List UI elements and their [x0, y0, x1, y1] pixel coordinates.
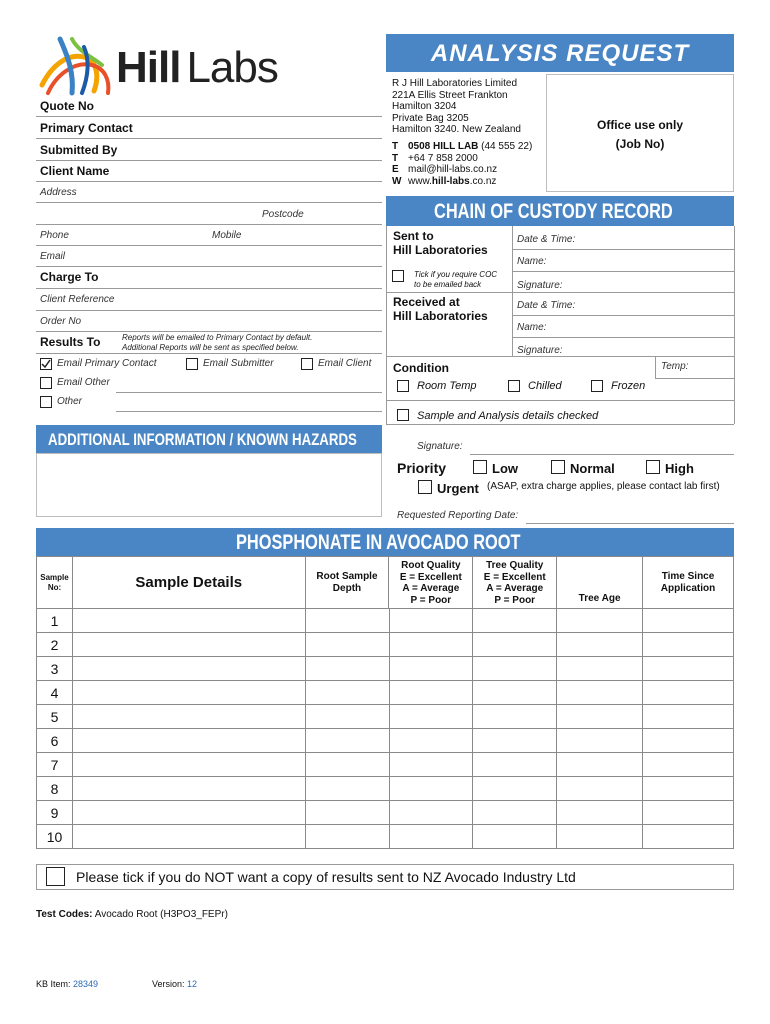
sample-checked-label: Sample and Analysis details checked: [417, 410, 599, 422]
sample-number: 8: [37, 777, 73, 801]
lab-address: [392, 78, 521, 136]
test-codes: [36, 909, 228, 920]
sample-cell-input[interactable]: [473, 681, 557, 705]
sample-cell-input[interactable]: [473, 633, 557, 657]
requested-date-label: Requested Reporting Date:: [397, 510, 519, 521]
date-time-label-2: Date & Time:: [517, 300, 576, 311]
primary-contact-label: Primary Contact: [40, 121, 133, 135]
mobile-label: Mobile: [212, 230, 242, 241]
other-checkbox[interactable]: [40, 396, 52, 408]
sample-cell-input[interactable]: [473, 825, 557, 849]
sample-cell-input[interactable]: [305, 825, 389, 849]
col-sample-no: Sample No:: [37, 557, 73, 609]
priority-low-label: Low: [492, 461, 518, 476]
priority-high-checkbox[interactable]: [646, 460, 660, 474]
frozen-label: Frozen: [611, 380, 646, 392]
sample-cell-input[interactable]: [389, 705, 473, 729]
sample-cell-input[interactable]: [72, 729, 305, 753]
submitted-by-label: Submitted By: [40, 143, 118, 157]
sample-cell-input[interactable]: [305, 681, 389, 705]
analysis-request-banner: [386, 34, 734, 72]
sample-number: 6: [37, 729, 73, 753]
sample-cell-input[interactable]: [473, 609, 557, 633]
priority-normal-checkbox[interactable]: [551, 460, 565, 474]
sample-cell-input[interactable]: [643, 801, 734, 825]
table-row: [37, 633, 734, 657]
sample-cell-input[interactable]: [557, 729, 643, 753]
table-row: [37, 753, 734, 777]
office-use-label: Office use only: [596, 118, 684, 132]
client-name-label: Client Name: [40, 164, 110, 178]
version: [152, 979, 197, 989]
table-row: [37, 825, 734, 849]
address-line: 221A Ellis Street Frankton: [392, 89, 508, 101]
sample-cell-input[interactable]: [389, 729, 473, 753]
coc-note-line: to be emailed back: [414, 279, 482, 289]
sample-cell-input[interactable]: [643, 729, 734, 753]
sample-cell-input[interactable]: [305, 753, 389, 777]
sample-cell-input[interactable]: [643, 657, 734, 681]
sample-cell-input[interactable]: [473, 753, 557, 777]
sample-cell-input[interactable]: [72, 777, 305, 801]
job-no-label: (Job No): [615, 137, 665, 151]
sample-cell-input[interactable]: [557, 705, 643, 729]
email-client-checkbox[interactable]: [301, 358, 313, 370]
hill-labs-logo: [38, 35, 308, 97]
sent-to-label: [393, 229, 488, 257]
sample-cell-input[interactable]: [389, 657, 473, 681]
sample-rows: [36, 608, 734, 849]
sample-cell-input[interactable]: [305, 633, 389, 657]
priority-high-label: High: [665, 461, 694, 476]
table-row: [37, 681, 734, 705]
coc-note: [414, 270, 497, 289]
col-time-since: Time Since Application: [643, 557, 734, 609]
email-other-checkbox[interactable]: [40, 377, 52, 389]
signature-label-3: Signature:: [417, 441, 463, 452]
sample-cell-input[interactable]: [643, 777, 734, 801]
sample-number: 3: [37, 657, 73, 681]
address-line: Private Bag 3205: [392, 112, 469, 124]
sample-cell-input[interactable]: [473, 729, 557, 753]
email-submitter-checkbox[interactable]: [186, 358, 198, 370]
sample-cell-input[interactable]: [473, 657, 557, 681]
sample-cell-input[interactable]: [72, 609, 305, 633]
sample-cell-input[interactable]: [643, 825, 734, 849]
col-tree-age: Tree Age: [557, 557, 643, 609]
kb-item-label: KB Item:: [36, 979, 74, 989]
date-time-label: Date & Time:: [517, 234, 576, 245]
email-other-label: Email Other: [57, 377, 110, 388]
table-row: [37, 657, 734, 681]
sample-cell-input[interactable]: [557, 825, 643, 849]
email-prefix: E: [392, 164, 399, 176]
sample-cell-input[interactable]: [643, 633, 734, 657]
table-row: [37, 729, 734, 753]
priority-normal-label: Normal: [570, 461, 615, 476]
postcode-label: Postcode: [262, 209, 304, 220]
sample-number: 4: [37, 681, 73, 705]
sample-cell-input[interactable]: [557, 609, 643, 633]
signature-label: Signature:: [517, 280, 563, 291]
sample-cell-input[interactable]: [473, 705, 557, 729]
table-row: [37, 777, 734, 801]
sample-cell-input[interactable]: [643, 753, 734, 777]
sample-cell-input[interactable]: [72, 705, 305, 729]
received-label: [393, 295, 488, 323]
coc-note-line: Tick if you require COC: [414, 270, 498, 279]
lab-email: mail@hill-labs.co.nz: [408, 164, 498, 176]
sample-cell-input[interactable]: [305, 777, 389, 801]
temp-label: Temp:: [661, 361, 689, 372]
results-note-line: Reports will be emailed to Primary Contact by default.: [122, 333, 313, 342]
table-row: [37, 705, 734, 729]
kb-item-link[interactable]: 28349: [73, 979, 99, 989]
table-header-row: [37, 557, 734, 609]
email-primary-label: Email Primary Contact: [57, 358, 157, 369]
sample-cell-input[interactable]: [305, 657, 389, 681]
received-line: Received at: [393, 295, 460, 309]
web-post: .co.nz: [469, 175, 497, 187]
condition-label: Condition: [393, 361, 449, 375]
hazards-title: ADDITIONAL INFORMATION / KNOWN HAZARDS: [48, 430, 357, 449]
sample-cell-input[interactable]: [305, 705, 389, 729]
address-line: Hamilton 3204: [392, 101, 457, 113]
email-label: Email: [40, 251, 66, 262]
sample-cell-input[interactable]: [72, 681, 305, 705]
lab-contact: [392, 141, 532, 187]
samples-banner: [36, 528, 734, 556]
logo-swirl-icon: [38, 35, 122, 97]
coc-checkbox[interactable]: [392, 270, 404, 282]
sample-cell-input[interactable]: [557, 657, 643, 681]
web-bold: hill-labs: [431, 175, 470, 187]
checkmark-icon: [40, 358, 52, 370]
urgent-note: (ASAP, extra charge applies, please contact lab first): [487, 481, 720, 492]
web-prefix: W: [392, 175, 402, 187]
sample-cell-input[interactable]: [389, 801, 473, 825]
sample-cell-input[interactable]: [72, 753, 305, 777]
email-submitter-label: Email Submitter: [203, 358, 274, 369]
results-note: [122, 333, 312, 353]
phone-label: Phone: [40, 230, 69, 241]
results-note-line: Additional Reports will be sent as specified below.: [122, 343, 299, 352]
sample-cell-input[interactable]: [389, 825, 473, 849]
col-root-depth: Root Sample Depth: [305, 557, 389, 609]
sample-cell-input[interactable]: [557, 777, 643, 801]
sample-checked-checkbox[interactable]: [397, 409, 409, 421]
results-to-label: Results To: [40, 335, 101, 349]
sample-cell-input[interactable]: [643, 705, 734, 729]
address-line: Hamilton 3240. New Zealand: [392, 124, 521, 136]
hazards-box[interactable]: [36, 453, 382, 517]
email-primary-checkbox[interactable]: [40, 358, 52, 370]
sample-cell-input[interactable]: [557, 753, 643, 777]
table-row: [37, 801, 734, 825]
phone-number: +64 7 858 2000: [408, 152, 478, 164]
signature-label-2: Signature:: [517, 345, 563, 356]
nz-avocado-label: Please tick if you do NOT want a copy of results sent to NZ Avocado Industry Ltd: [76, 869, 576, 885]
sample-cell-input[interactable]: [389, 753, 473, 777]
sample-cell-input[interactable]: [473, 777, 557, 801]
samples-title: PHOSPHONATE IN AVOCADO ROOT: [236, 531, 521, 554]
address-label: Address: [40, 187, 77, 198]
sample-number: 7: [37, 753, 73, 777]
custody-banner: [386, 196, 734, 226]
sample-cell-input[interactable]: [557, 801, 643, 825]
analysis-request-title: ANALYSIS REQUEST: [430, 40, 690, 67]
sample-cell-input[interactable]: [72, 633, 305, 657]
room-temp-checkbox[interactable]: [397, 380, 409, 392]
hazards-banner: [36, 425, 382, 453]
sample-cell-input[interactable]: [389, 633, 473, 657]
logo-text-light: Labs: [186, 43, 278, 92]
order-no-label: Order No: [40, 316, 82, 327]
sent-to-line: Sent to: [393, 229, 434, 243]
custody-title: CHAIN OF CUSTODY RECORD: [434, 200, 673, 223]
sample-cell-input[interactable]: [72, 801, 305, 825]
sample-cell-input[interactable]: [643, 609, 734, 633]
test-codes-value: Avocado Root (H3PO3_FEPr): [92, 909, 228, 920]
charge-to-label: Charge To: [40, 270, 99, 284]
freephone-digits: (44 555 22): [478, 141, 533, 152]
client-reference-label: Client Reference: [40, 294, 115, 305]
priority-urgent-label: Urgent: [437, 481, 479, 496]
sent-to-line: Hill Laboratories: [393, 243, 488, 257]
sample-cell-input[interactable]: [557, 633, 643, 657]
priority-label: Priority: [397, 460, 447, 476]
received-line: Hill Laboratories: [393, 309, 488, 323]
other-label: Other: [57, 396, 83, 407]
samples-table: [36, 556, 734, 609]
address-line: R J Hill Laboratories Limited: [392, 78, 518, 89]
col-tree-quality: Tree Quality E = Excellent A = Average P = Poor: [473, 557, 557, 609]
sample-cell-input[interactable]: [72, 825, 305, 849]
chilled-checkbox[interactable]: [508, 380, 520, 392]
chilled-label: Chilled: [528, 380, 562, 392]
sample-cell-input[interactable]: [473, 801, 557, 825]
phone-prefix: T: [392, 152, 399, 164]
name-label-2: Name:: [517, 322, 547, 333]
sample-cell-input[interactable]: [389, 777, 473, 801]
sample-cell-input[interactable]: [305, 729, 389, 753]
sample-cell-input[interactable]: [389, 681, 473, 705]
nz-avocado-checkbox[interactable]: [46, 867, 65, 886]
test-codes-label: Test Codes:: [36, 909, 93, 920]
col-root-quality: Root Quality E = Excellent A = Average P = Poor: [389, 557, 473, 609]
frozen-checkbox[interactable]: [591, 380, 603, 392]
kb-item: [36, 979, 98, 989]
name-label: Name:: [517, 256, 547, 267]
sample-cell-input[interactable]: [305, 609, 389, 633]
quote-no-label: Quote No: [40, 99, 94, 113]
priority-low-checkbox[interactable]: [473, 460, 487, 474]
email-client-label: Email Client: [318, 358, 372, 369]
sample-cell-input[interactable]: [72, 657, 305, 681]
phone-prefix: T: [392, 141, 399, 152]
sample-number: 5: [37, 705, 73, 729]
col-sample-details: Sample Details: [72, 557, 305, 609]
freephone-number: 0508 HILL LAB: [408, 141, 479, 152]
sample-cell-input[interactable]: [557, 681, 643, 705]
priority-urgent-checkbox[interactable]: [418, 480, 432, 494]
office-use-box: [546, 74, 734, 192]
version-value: 12: [187, 979, 198, 989]
logo-text-bold: Hill: [116, 43, 181, 92]
sample-number: 2: [37, 633, 73, 657]
web-pre: www.: [408, 175, 432, 187]
sample-number: 1: [37, 609, 73, 633]
sample-cell-input[interactable]: [305, 801, 389, 825]
version-label: Version:: [152, 979, 188, 989]
sample-number: 10: [37, 825, 73, 849]
samples-body-table: [36, 608, 734, 849]
table-row: [37, 609, 734, 633]
sample-cell-input[interactable]: [389, 609, 473, 633]
sample-number: 9: [37, 801, 73, 825]
room-temp-label: Room Temp: [417, 380, 477, 392]
sample-cell-input[interactable]: [643, 681, 734, 705]
